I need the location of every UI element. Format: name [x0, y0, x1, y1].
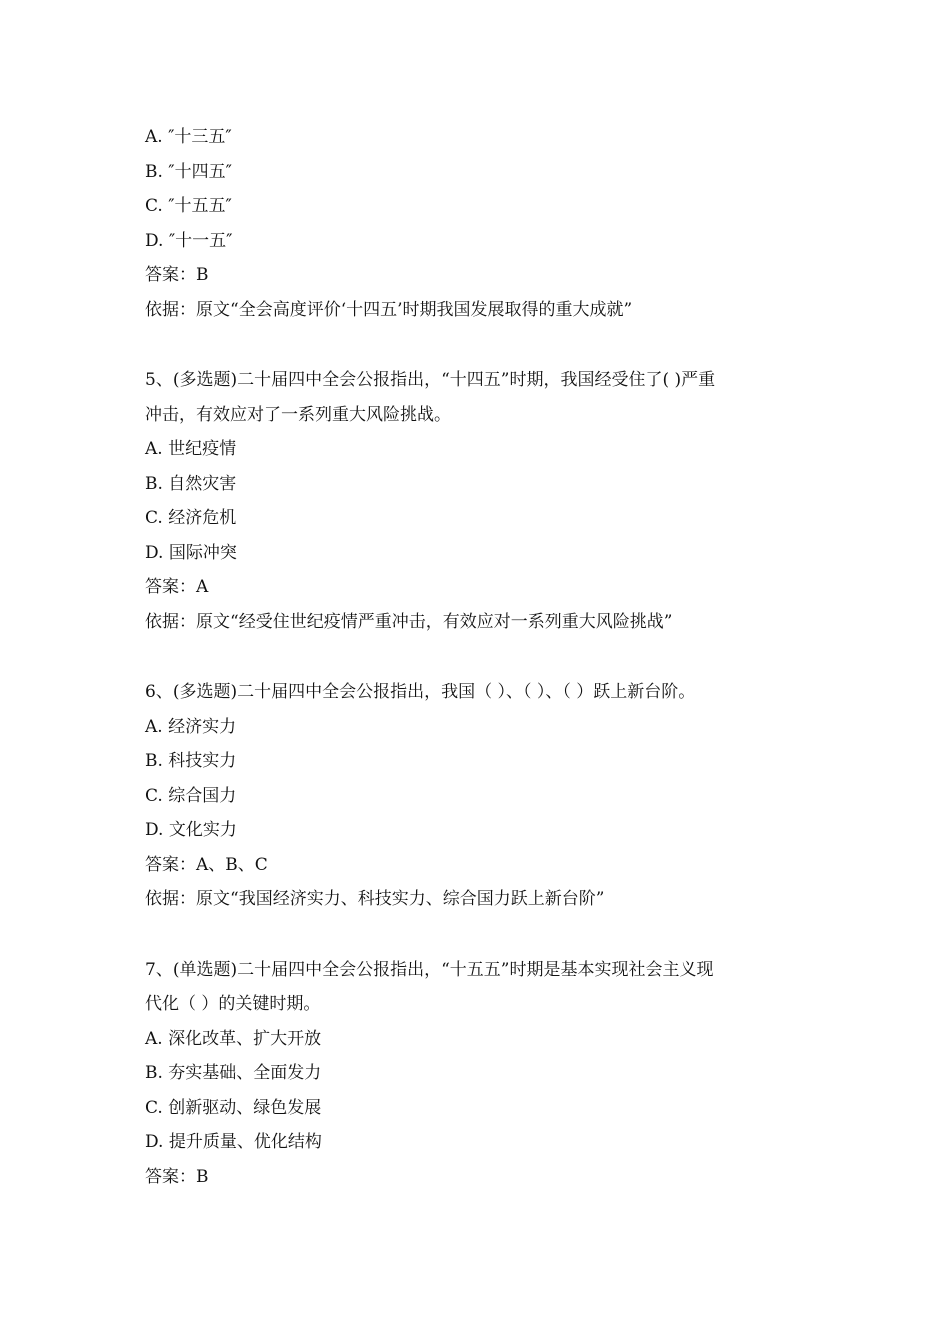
question-title: 5、(多选题)二十届四中全会公报指出，“十四五”时期，我国经受住了( )严重	[145, 370, 716, 390]
question-block	[145, 363, 825, 639]
option-line: D. 提升质量、优化结构	[145, 1132, 322, 1152]
answer-line: 答案：B	[145, 265, 209, 285]
option-line: A. 经济实力	[145, 716, 237, 737]
answer-line: 答案：A、B、C	[145, 854, 268, 875]
option-line: A. ″十三五″	[145, 127, 232, 147]
option-line: D. 国际冲突	[145, 542, 237, 563]
option-line: D. 文化实力	[145, 820, 237, 840]
option-line: C. 创新驱动、绿色发展	[145, 1097, 322, 1118]
option-line: B. 夯实基础、全面发力	[145, 1063, 322, 1083]
option-line: B. ″十四五″	[145, 161, 233, 182]
option-line: C. 经济危机	[145, 508, 237, 528]
basis-line: 依据：原文“经受住世纪疫情严重冲击，有效应对一系列重大风险挑战”	[145, 611, 673, 632]
basis-line: 依据：原文“全会高度评价‘十四五’时期我国发展取得的重大成就”	[145, 299, 633, 320]
option-line: D. ″十一五″	[145, 230, 233, 251]
answer-line: 答案：B	[145, 1166, 209, 1187]
basis-line: 依据：原文“我国经济实力、科技实力、综合国力跃上新台阶”	[145, 889, 605, 909]
option-line: B. 自然灾害	[145, 473, 237, 494]
question-block	[145, 953, 825, 1195]
question-block	[145, 675, 825, 917]
option-line: C. ″十五五″	[145, 196, 232, 216]
option-line: B. 科技实力	[145, 751, 237, 771]
option-line: A. 深化改革、扩大开放	[145, 1028, 322, 1049]
document-page	[145, 120, 825, 1194]
question-options-block	[145, 120, 825, 327]
question-title: 6、(多选题)二十届四中全会公报指出，我国（ ）、（ ）、（ ）跃上新台阶。	[145, 682, 696, 702]
question-title: 7、(单选题)二十届四中全会公报指出，“十五五”时期是基本实现社会主义现	[145, 959, 714, 980]
answer-line: 答案：A	[145, 577, 209, 597]
question-text: 代化（ ）的关键时期。	[145, 994, 321, 1014]
question-text: 冲击，有效应对了一系列重大风险挑战。	[145, 404, 451, 425]
option-line: C. 综合国力	[145, 785, 237, 806]
option-line: A. 世纪疫情	[145, 439, 237, 459]
